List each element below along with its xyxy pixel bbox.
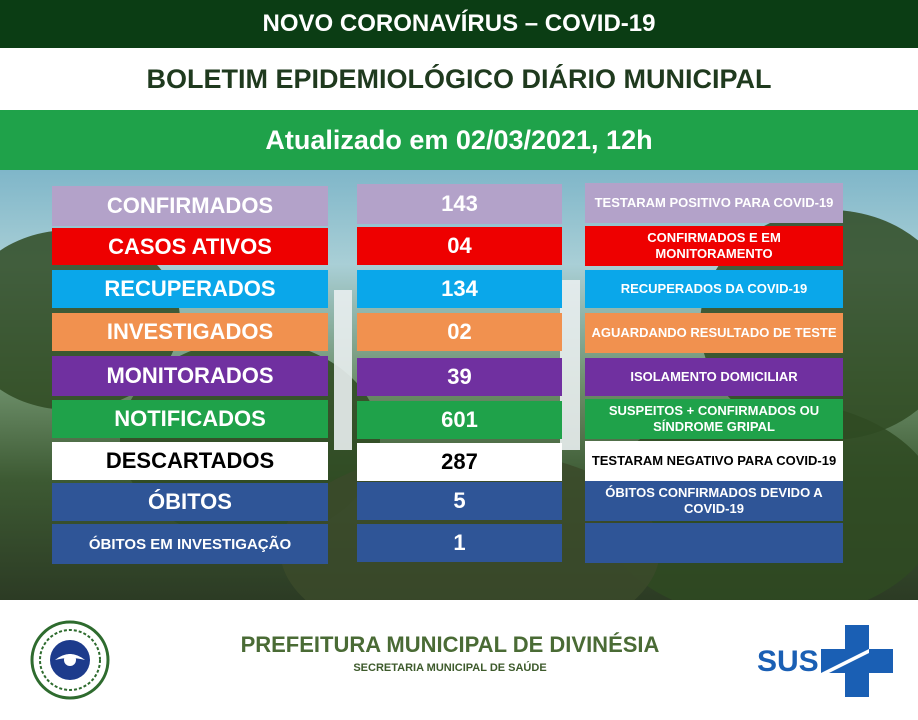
row-description-confirmados: TESTARAM POSITIVO PARA COVID-19 xyxy=(585,183,843,223)
footer-title: PREFEITURA MUNICIPAL DE DIVINÉSIA xyxy=(240,632,660,657)
row-label-notificados: NOTIFICADOS xyxy=(52,400,328,438)
row-description-casos-ativos: CONFIRMADOS E EM MONITORAMENTO xyxy=(585,226,843,266)
row-value-obitos: 5 xyxy=(357,482,562,520)
row-description-recuperados: RECUPERADOS DA COVID-19 xyxy=(585,270,843,308)
sus-cross-icon xyxy=(817,625,897,697)
row-description-descartados: TESTARAM NEGATIVO PARA COVID-19 xyxy=(585,441,843,481)
row-value-confirmados: 143 xyxy=(357,184,562,224)
row-description-monitorados: ISOLAMENTO DOMICILIAR xyxy=(585,358,843,396)
updated-date-text: Atualizado em 02/03/2021, 12h xyxy=(265,124,653,155)
row-label-monitorados: MONITORADOS xyxy=(52,356,328,396)
row-value-notificados: 601 xyxy=(357,401,562,439)
bulletin-title-text: BOLETIM EPIDEMIOLÓGICO DIÁRIO MUNICIPAL xyxy=(146,63,772,94)
row-value-investigados: 02 xyxy=(357,313,562,351)
footer-subtitle: SECRETARIA MUNICIPAL DE SAÚDE xyxy=(353,662,547,674)
row-value-recuperados: 134 xyxy=(357,270,562,308)
sus-logo-text: SUS xyxy=(757,645,819,678)
row-label-confirmados: CONFIRMADOS xyxy=(52,186,328,226)
row-value-monitorados: 39 xyxy=(357,358,562,396)
municipal-seal-icon xyxy=(30,620,110,700)
row-value-descartados: 287 xyxy=(357,443,562,481)
row-description-obitos-investigacao xyxy=(585,523,843,563)
row-value-obitos-investigacao: 1 xyxy=(357,524,562,562)
sus-logo xyxy=(757,625,897,697)
top-banner-text: NOVO CORONAVÍRUS – COVID-19 xyxy=(262,10,656,37)
bulletin-title xyxy=(0,48,918,110)
top-banner xyxy=(0,0,918,48)
row-label-obitos: ÓBITOS xyxy=(52,483,328,521)
footer xyxy=(0,600,918,720)
row-label-descartados: DESCARTADOS xyxy=(52,442,328,480)
row-description-obitos: ÓBITOS CONFIRMADOS DEVIDO A COVID-19 xyxy=(585,481,843,521)
row-label-obitos-investigacao: ÓBITOS EM INVESTIGAÇÃO xyxy=(52,524,328,564)
row-description-notificados: SUSPEITOS + CONFIRMADOS OU SÍNDROME GRIPAL xyxy=(585,399,843,439)
row-value-casos-ativos: 04 xyxy=(357,227,562,265)
row-label-recuperados: RECUPERADOS xyxy=(52,270,328,308)
row-description-investigados: AGUARDANDO RESULTADO DE TESTE xyxy=(585,313,843,353)
updated-date-banner xyxy=(0,110,918,170)
row-label-casos-ativos: CASOS ATIVOS xyxy=(52,228,328,265)
row-label-investigados: INVESTIGADOS xyxy=(52,313,328,351)
